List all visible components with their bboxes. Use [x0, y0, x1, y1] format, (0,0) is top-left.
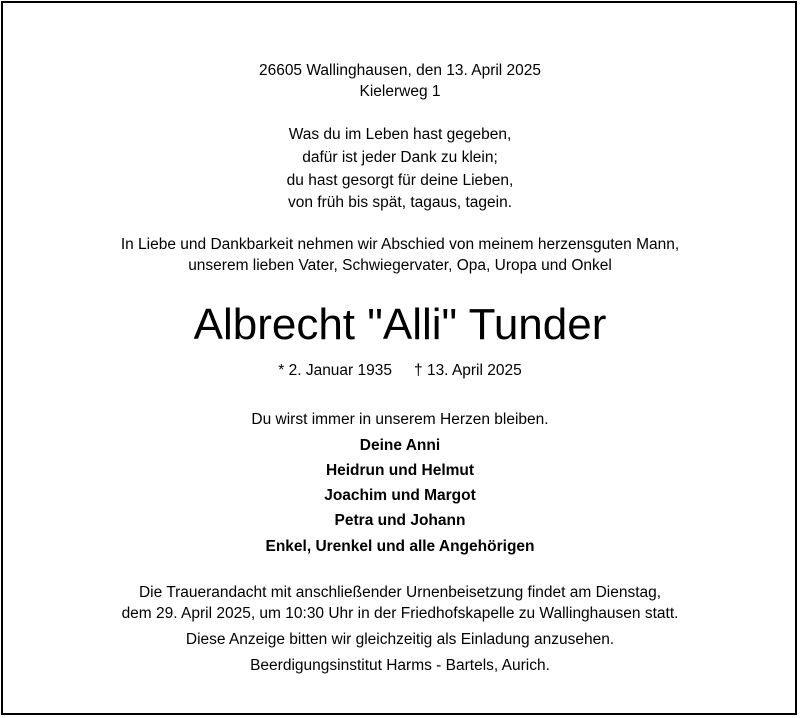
closing-line: Du wirst immer in unserem Herzen bleiben. — [251, 411, 549, 428]
life-dates — [0, 361, 800, 381]
death-date: † 13. April 2025 — [414, 362, 522, 379]
poem-line: von früh bis spät, tagaus, tagein. — [287, 194, 513, 211]
poem-line: du hast gesorgt für deine Lieben, — [286, 172, 514, 189]
deceased-name: Albrecht "Alli" Tunder — [193, 300, 607, 349]
mourner-name: Heidrun und Helmut — [325, 462, 475, 479]
invitation-note: Diese Anzeige bitten wir gleichzeitig als Einladung anzusehen. — [185, 631, 615, 648]
service-line: Die Trauerandacht mit anschließender Urnenbeisetzung findet am Dienstag, — [138, 584, 662, 601]
mourner-name: Joachim und Margot — [324, 487, 476, 504]
place-date: 26605 Wallinghausen, den 13. April 2025 — [258, 62, 542, 79]
intro-line: In Liebe und Dankbarkeit nehmen wir Abschied von meinem herzensguten Mann, — [120, 236, 680, 253]
mourner-name: Enkel, Urenkel und alle Angehörigen — [265, 538, 535, 555]
mourner-name: Deine Anni — [359, 437, 441, 454]
street-address: Kielerweg 1 — [359, 83, 441, 100]
mourner-name: Petra und Johann — [334, 512, 466, 529]
poem-line: dafür ist jeder Dank zu klein; — [302, 149, 498, 166]
poem-line: Was du im Leben hast gegeben, — [288, 126, 512, 143]
funeral-home: Beerdigungsinstitut Harms - Bartels, Aurich. — [250, 657, 550, 674]
service-line: dem 29. April 2025, um 10:30 Uhr in der Friedhofskapelle zu Wallinghausen statt. — [121, 605, 679, 622]
birth-date: * 2. Januar 1935 — [278, 362, 393, 379]
intro-line: unserem lieben Vater, Schwiegervater, Opa, Uropa und Onkel — [188, 257, 612, 274]
